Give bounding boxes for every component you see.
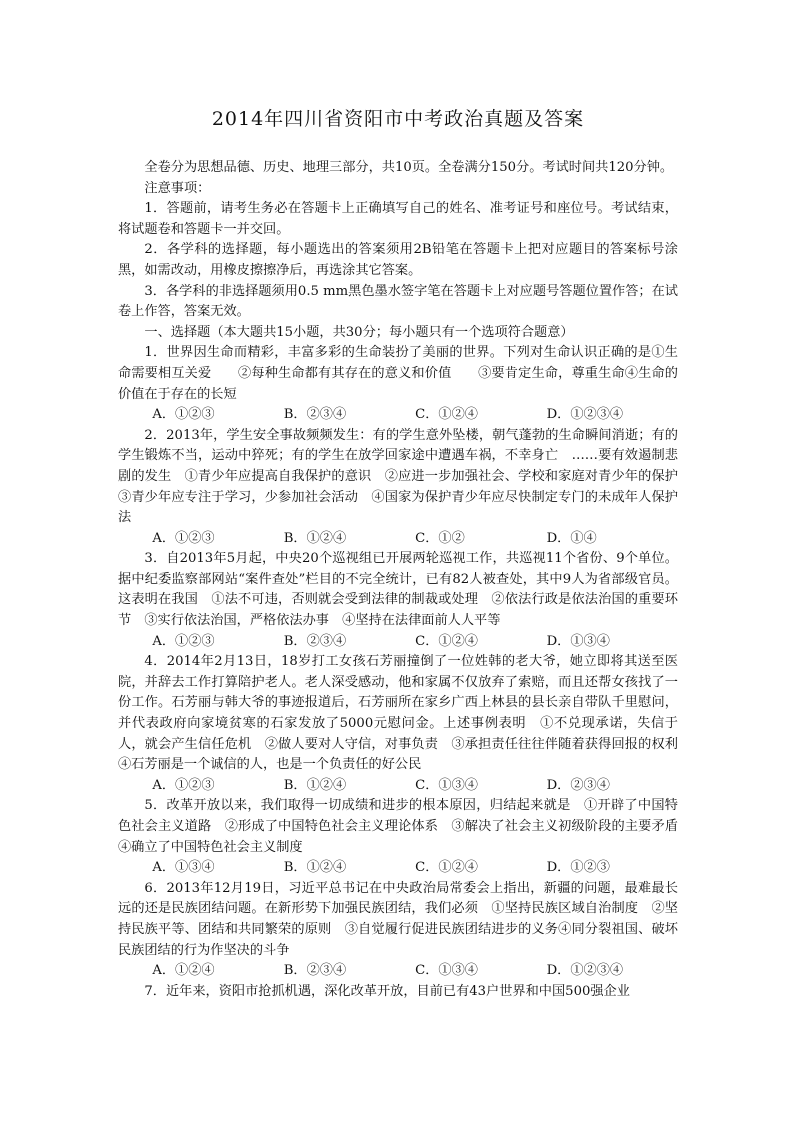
question-options — [118, 776, 678, 797]
option-b: B．①②④ — [283, 860, 347, 876]
question-5 — [118, 796, 692, 878]
document-page — [118, 0, 692, 1002]
option-a: A．①②④ — [152, 963, 215, 979]
option-b: B．②③④ — [283, 963, 347, 979]
option-b: B．①②④ — [283, 777, 347, 793]
question-options — [118, 529, 678, 550]
option-c: C．①②④ — [415, 407, 478, 423]
option-d: D．①②③④ — [546, 407, 624, 423]
question-options — [118, 632, 678, 653]
question-2 — [118, 426, 692, 550]
option-c: C．①②④ — [415, 633, 478, 649]
document-title: 2014年四川省资阳市中考政治真题及答案 — [211, 108, 585, 130]
question-3 — [118, 549, 678, 652]
option-c: C．①②④ — [415, 860, 478, 876]
question-stem: 6．2013年12月19日，习近平总书记在中央政治局常委会上指出，新疆的问题，最难最长远的还是民族团结问题。在新形势下加强民族团结，我们必须 ①坚持民族区域自治制度 ②坚持民族平等、团结和共同繁荣的原则 ③自觉履行促进民族团结进步的义务④同分裂祖国、破坏民族团结的行为作坚决的斗争 — [118, 880, 678, 958]
question-7-stem: 7．近年来，资阳市抢抓机遇，深化改革开放，目前已有43户世界和中国500强企业 — [144, 983, 630, 999]
option-a: A．①③④ — [152, 860, 215, 876]
option-b: B．②③④ — [283, 407, 347, 423]
intro-paragraph: 全卷分为思想品德、历史、地理三部分，共10页。全卷满分150分。考试时间共120分钟。 — [144, 160, 674, 175]
question-stem: 5．改革开放以来，我们取得一切成绩和进步的根本原因，归结起来就是 ①开辟了中国特色社会主义道路 ②形成了中国特色社会主义理论体系 ③解决了社会主义初级阶段的主要矛盾 ④确立了中国特色社会主义制度 — [118, 798, 692, 855]
option-c: C．①③④ — [415, 963, 478, 979]
question-options — [118, 961, 678, 982]
section-heading: 一、选择题（本大题共15小题，共30分；每小题只有一个选项符合题意） — [144, 324, 574, 340]
option-d: D．①④ — [546, 530, 597, 546]
option-a: A．①②③ — [152, 777, 215, 793]
option-c: C．①③④ — [415, 777, 478, 793]
question-stem: 1．世界因生命而精彩，丰富多彩的生命装扮了美丽的世界。下列对生命认识正确的是①生命需要相互关爱 ②每种生命都有其存在的意义和价值 ③要肯定生命，尊重生命④生命的价值在于存在的长短 — [118, 345, 678, 402]
option-d: D．②③④ — [546, 777, 610, 793]
notice-item-3: 3．各学科的非选择题须用0.5 mm黑色墨水签字笔在答题卡上对应题号答题位置作答；在试卷上作答，答案无效。 — [118, 283, 678, 320]
question-4 — [118, 652, 692, 796]
option-a: A．①②③ — [152, 530, 215, 546]
notice-item-2: 2．各学科的选择题，每小题选出的答案须用2B铅笔在答题卡上把对应题目的答案标号涂黑，如需改动，用橡皮擦擦净后，再选涂其它答案。 — [118, 242, 678, 278]
question-6 — [118, 879, 678, 982]
question-stem: 4．2014年2月13日，18岁打工女孩石芳丽撞倒了一位姓韩的老大爷，她立即将其送至医院，并辞去工作打算陪护老人。老人深受感动，他和家属不仅放弃了索赔，而且还帮女孩找了一份工作。石芳丽与韩大爷的事迹报道后，石芳丽所在家乡广西上林县的县长亲自带队千里慰问，并代表政府向家境贫寒的石家发放了5000元慰问金。上述事例表明 ①不兑现承诺，失信于人，就会产生信任危机 ②做人要对人守信，对事负责 ③承担责任往往伴随着获得回报的权利 ④石芳丽是一个诚信的人，也是一个负责任的好公民 — [118, 654, 692, 773]
option-b: B．②③④ — [283, 633, 347, 649]
option-d: D．①③④ — [546, 633, 610, 649]
question-options — [118, 405, 678, 426]
notice-item-1: 1．答题前，请考生务必在答题卡上正确填写自己的姓名、准考证号和座位号。考试结束，将试题卷和答题卡一并交回。 — [118, 201, 678, 237]
option-a: A．①②③ — [152, 407, 215, 423]
notice-heading: 注意事项： — [144, 180, 211, 196]
question-stem: 2．2013年，学生安全事故频频发生：有的学生意外坠楼，朝气蓬勃的生命瞬间消逝；有的学生锻炼不当，运动中猝死；有的学生在放学回家途中遭遇车祸，不幸身亡 ……要有效遏制悲剧的发生 ①青少年应提高自我保护的意识 ②应进一步加强社会、学校和家庭对青少年的保护 ③青少年应专注于学习，少参加社会活动 ④国家为保护青少年应尽快制定专门的未成年人保护法 — [118, 427, 692, 526]
question-options — [118, 858, 678, 879]
question-1 — [118, 343, 678, 425]
option-c: C．①② — [415, 530, 465, 546]
option-a: A．①②③ — [152, 633, 215, 649]
option-d: D．①②③ — [546, 860, 610, 876]
question-stem: 3．自2013年5月起，中央20个巡视组已开展两轮巡视工作，共巡视11个省份、9个单位。据中纪委监察部网站“案件查处”栏目的不完全统计，已有82人被查处，其中9人为省部级官员。这表明在我国 ①法不可违，否则就会受到法律的制裁或处理 ②依法行政是依法治国的重要环节 ③实行依法治国，严格依法办事 ④坚持在法律面前人人平等 — [118, 551, 678, 629]
option-b: B．①②④ — [283, 530, 347, 546]
option-d: D．①②③④ — [546, 963, 624, 979]
